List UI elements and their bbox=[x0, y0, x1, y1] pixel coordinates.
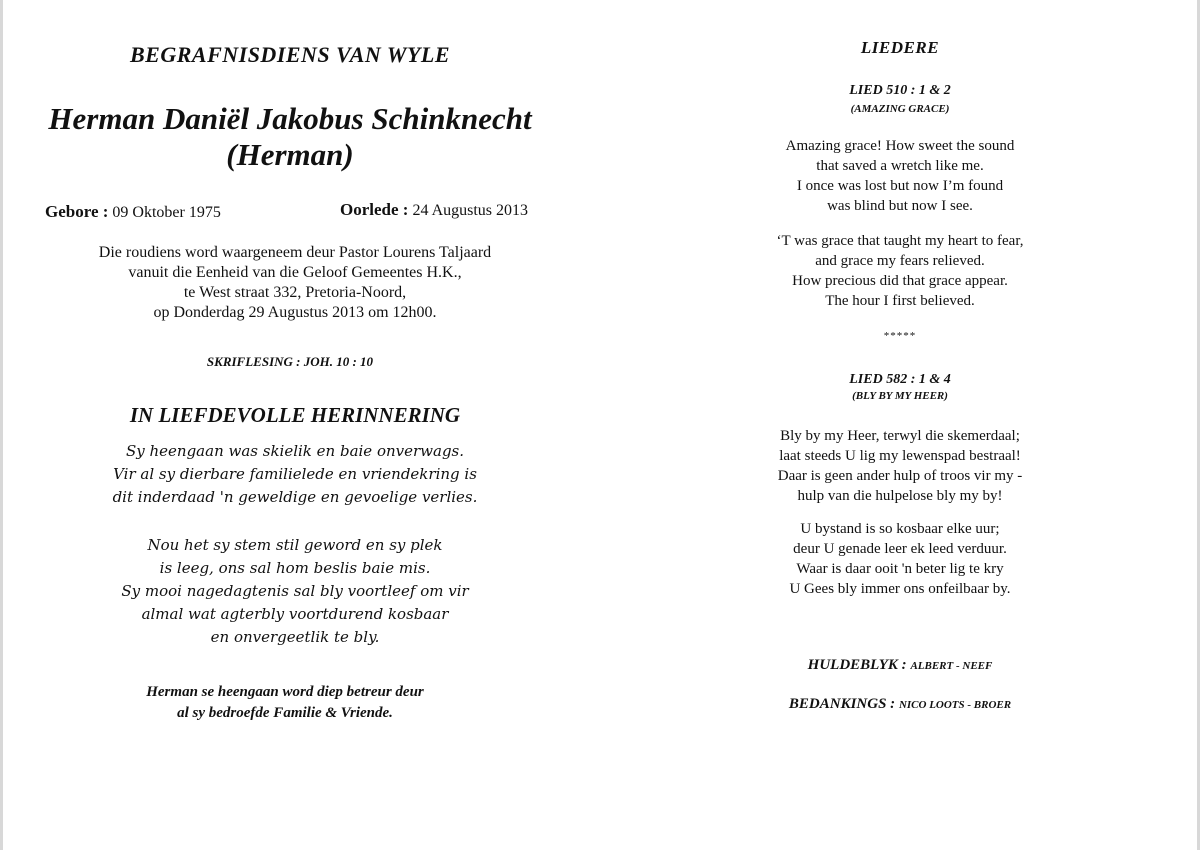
song-2-verse-2 bbox=[600, 519, 1200, 599]
verse-line: deur U genade leer ek leed verduur. bbox=[793, 541, 1007, 557]
memory-line: almal wat agterbly voortdurend kosbaar bbox=[141, 605, 449, 623]
verse-line: U Gees bly immer ons onfeilbaar by. bbox=[789, 581, 1011, 597]
song-1-title: LIED 510 : 1 & 2 bbox=[849, 83, 951, 98]
memory-stanza-1 bbox=[0, 440, 590, 509]
verse-line: hulp van die hulpelose bly my by! bbox=[797, 488, 1003, 504]
died-value: 24 Augustus 2013 bbox=[412, 202, 529, 219]
memory-line: Sy mooi nagedagtenis sal bly voortleef om vir bbox=[121, 582, 469, 600]
verse-line: that saved a wretch like me. bbox=[816, 158, 984, 174]
thanks-label: BEDANKINGS : bbox=[788, 696, 896, 712]
birth-date bbox=[45, 202, 221, 222]
tribute-label: HULDEBLYK : bbox=[807, 657, 907, 673]
right-panel bbox=[600, 0, 1200, 850]
song-separator: ***** bbox=[883, 330, 917, 342]
verse-line: laat steeds U lig my lewenspad bestraal! bbox=[779, 448, 1021, 464]
service-line: op Donderdag 29 Augustus 2013 om 12h00. bbox=[153, 304, 437, 321]
service-details bbox=[40, 243, 550, 323]
verse-line: was blind but now I see. bbox=[827, 198, 973, 214]
memory-line: dit inderdaad 'n geweldige en gevoelige verlies. bbox=[112, 488, 478, 506]
verse-line: How precious did that grace appear. bbox=[792, 273, 1008, 289]
tribute bbox=[600, 657, 1200, 674]
verse-line: U bystand is so kosbaar elke uur; bbox=[800, 521, 1000, 537]
memory-stanza-2 bbox=[0, 534, 590, 649]
born-value: 09 Oktober 1975 bbox=[112, 204, 221, 221]
closing-text bbox=[0, 682, 570, 724]
death-date bbox=[340, 200, 528, 220]
memory-line: Vir al sy dierbare familielede en vriendekring is bbox=[113, 465, 477, 483]
died-label: Oorlede : bbox=[340, 200, 409, 219]
deceased-nickname: (Herman) bbox=[226, 137, 354, 172]
song-2-title: LIED 582 : 1 & 4 bbox=[849, 372, 951, 387]
memory-line: Nou het sy stem stil geword en sy plek bbox=[147, 536, 443, 554]
thanks-name: NICO LOOTS - BROER bbox=[898, 699, 1012, 711]
born-label: Gebore : bbox=[45, 202, 109, 221]
verse-line: Waar is daar ooit 'n beter lig te kry bbox=[796, 561, 1004, 577]
deceased-name bbox=[0, 101, 580, 173]
song-2-verse-1 bbox=[600, 426, 1200, 506]
service-heading: BEGRAFNISDIENS VAN WYLE bbox=[129, 42, 450, 67]
song-1-subtitle: (AMAZING GRACE) bbox=[850, 103, 950, 115]
service-line: Die roudiens word waargeneem deur Pastor Lourens Taljaard bbox=[98, 244, 492, 261]
memory-line: en onvergeetlik te bly. bbox=[210, 628, 380, 646]
verse-line: I once was lost but now I’m found bbox=[796, 178, 1004, 194]
verse-line: Amazing grace! How sweet the sound bbox=[785, 138, 1015, 154]
closing-line: Herman se heengaan word diep betreur deur bbox=[146, 684, 424, 700]
closing-line: al sy bedroefde Familie & Vriende. bbox=[177, 705, 393, 721]
verse-line: ‘T was grace that taught my heart to fear, bbox=[776, 233, 1024, 249]
deceased-full-name: Herman Daniël Jakobus Schinknecht bbox=[48, 101, 532, 136]
verse-line: The hour I first believed. bbox=[825, 293, 975, 309]
song-1-verse-2 bbox=[600, 231, 1200, 311]
service-line: te West straat 332, Pretoria-Noord, bbox=[183, 284, 407, 301]
song-1-verse-1 bbox=[600, 136, 1200, 216]
memory-heading: IN LIEFDEVOLLE HERINNERING bbox=[129, 403, 461, 427]
memory-line: is leeg, ons sal hom beslis baie mis. bbox=[159, 559, 431, 577]
memory-line: Sy heengaan was skielik en baie onverwags. bbox=[125, 442, 465, 460]
verse-line: Daar is geen ander hulp of troos vir my - bbox=[777, 468, 1023, 484]
verse-line: and grace my fears relieved. bbox=[815, 253, 985, 269]
songs-heading: LIEDERE bbox=[860, 38, 940, 57]
tribute-name: ALBERT - NEEF bbox=[910, 660, 993, 672]
song-2-subtitle: (BLY BY MY HEER) bbox=[852, 390, 948, 402]
thanks bbox=[600, 696, 1200, 713]
verse-line: Bly by my Heer, terwyl die skemerdaal; bbox=[780, 428, 1020, 444]
service-line: vanuit die Eenheid van die Geloof Gemeentes H.K., bbox=[128, 264, 462, 281]
scripture-reading: SKRIFLESING : JOH. 10 : 10 bbox=[206, 354, 374, 369]
